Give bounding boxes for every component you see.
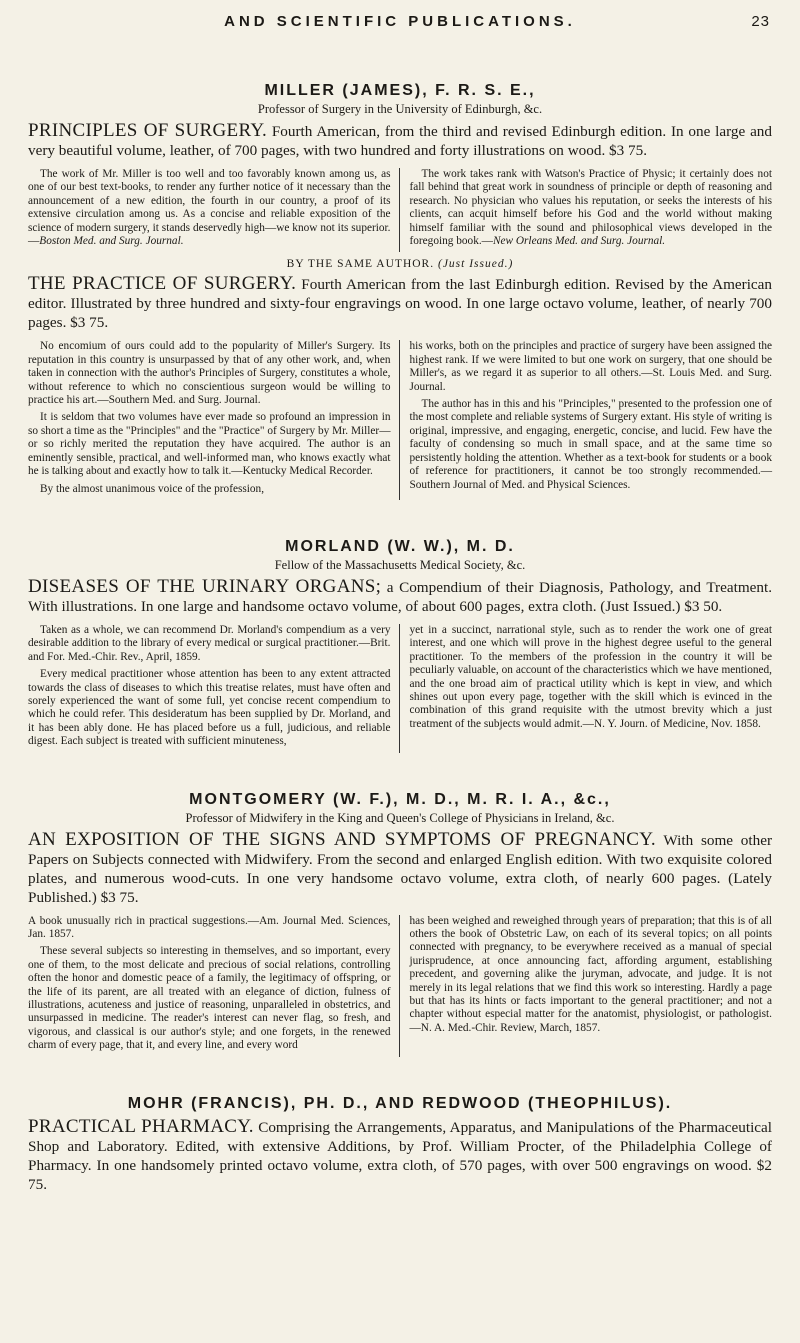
book-description: Fourth American, from the third and revised Edinburgh edition. In one large and very beautiful volume, leather, of 700 pages, with two hundred and forty illustrations on wood. $3 75.	[28, 123, 772, 159]
review-text: The work takes rank with Watson's Practice of Physic; it certainly does not fall behind that great work in soundness of principle or depth of reasoning and research. No physician who values his reputation, or seeks the interests of his clients, can acquit himself before his God and the world without making himself familiar with the sound and philosophical views developed in the foregoing book.—	[409, 168, 772, 248]
review-paragraph: yet in a succinct, narrational style, such as to render the work one of great interest, and one which will prove in the highest degree useful to the general practitioner. To the members of the profession in the country it will be peculiarly valuable, on account of the characteristics which we have mentioned, and the one broad aim of practical utility which is kept in view, and which shines out upon every page, together with the skill which is evinced in the combination of this grand requisite with the utmost brevity which a just treatment of the subjects would admit.—N. Y. Journ. of Medicine, Nov. 1858.	[409, 623, 772, 730]
review-column-left	[28, 624, 400, 753]
book-title: PRACTICAL PHARMACY.	[28, 1115, 254, 1137]
review-paragraph: his works, both on the principles and practice of surgery have been assigned the highest rank. If we were limited to but one work on surgery, that one should be Miller's, as we regard it as superior to all others.—St. Louis Med. and Surg. Journal.	[409, 340, 772, 393]
book-entry	[28, 121, 772, 160]
review-paragraph	[410, 168, 773, 248]
book-description: a Compendium of their Diagnosis, Pathology, and Treatment. With illustrations. In one large and handsome octavo volume, of about 600 pages, extra cloth. (Just Issued.) $3 50.	[28, 578, 772, 615]
review-paragraph: Taken as a whole, we can recommend Dr. Morland's compendium as a very desirable addition to the library of every medical or surgical practitioner.—Brit. and For. Med.-Chir. Rev., April, 1859.	[28, 623, 391, 663]
review-paragraph: Every medical practitioner whose attention has been to any extent attracted towards the class of diseases to which this treatise relates, must have often and sorely experienced the want of some full, yet concise recent compendium to which he could refer. This desideratum has been supplied by Dr. Morland, and it has been ably done. He has placed before us a full, judicious, and reliable digest. Each subject is treated with sufficient minuteness,	[28, 668, 391, 748]
author-affiliation: Fellow of the Massachusetts Medical Society, &c.	[274, 557, 526, 572]
book-entry	[28, 274, 772, 332]
review-paragraph: It is seldom that two volumes have ever made so profound an impression in so short a time as the "Principles" and the "Practice" of Surgery by Mr. Miller—or so richly merited the reputation they have acquired. The author is an eminently sensible, practical, and well-informed man, who knows exactly what he is talking about and exactly how to talk it.—Kentucky Medical Recorder.	[28, 411, 391, 478]
book-title: PRINCIPLES OF SURGERY.	[28, 120, 268, 141]
book-title: THE PRACTICE OF SURGERY.	[28, 273, 297, 295]
review-columns	[28, 168, 772, 252]
book-entry	[28, 1117, 772, 1194]
book-description: With some other Papers on Subjects connected with Midwifery. From the second and enlarged English edition. With two exquisite colored plates, and numerous wood-cuts. In one very handsome octavo volume, extra cloth, of nearly 600 pages. (Lately Published.) $3 75.	[28, 831, 773, 906]
review-paragraph: These several subjects so interesting in themselves, and so important, every one of them, to the most delicate and precious of social relations, controlling often the honor and domestic peace of a family, the legitimacy of offspring, or the life of its parent, are all treated with an elegance of diction, fulness of illustrations, acuteness and justice of reasoning, unparalleled in obstetrics, and unsurpassed in medicine. The reader's interest can never flag, so fresh, and vigorous, and classical is our author's style; and one forgets, in the renewed charm of every page, that it, and every line, and every word	[28, 945, 391, 1052]
review-column-left	[28, 340, 400, 499]
book-entry	[28, 577, 772, 616]
book-description: Fourth American from the last Edinburgh edition. Revised by the American editor. Illustrated by three hundred and sixty-four engravings on wood. In one large octavo volume, leather, of nearly 700 pages. $3 75.	[28, 276, 773, 332]
review-columns	[28, 915, 772, 1057]
running-head-title: AND SCIENTIFIC PUBLICATIONS.	[224, 13, 576, 30]
review-citation: Boston Med. and Surg. Journal.	[39, 235, 184, 248]
review-paragraph: The author has in this and his "Principles," presented to the profession one of the most complete and reliable systems of Surgery extant. His style of writing is original, impressive, and engaging, energetic, concise, and lucid. Few have the faculty of condensing so much in small space, and at the same time so persistently holding the attention. Whether as a text-book for students or a book of reference for practitioners, it cannot be too strongly recommended.—Southern Journal of Med. and Physical Sciences.	[409, 398, 772, 491]
book-title: DISEASES OF THE URINARY ORGANS;	[28, 575, 382, 597]
review-paragraph	[28, 168, 391, 248]
page-number: 23	[751, 13, 770, 30]
review-text: The work of Mr. Miller is too well and too favorably known among us, as one of our best text-books, to render any further notice of it necessary than the announcement of a new edition, the fourth in our country, a proof of its extensive circulation among us. As a concise and reliable exposition of the science of modern surgery, it stands deservedly high—we know not its superior.—	[28, 168, 391, 248]
review-paragraph: By the almost unanimous voice of the profession,	[40, 482, 265, 495]
author-heading: MORLAND (W. W.), M. D.	[285, 537, 515, 555]
review-column-right	[410, 624, 773, 753]
review-paragraph: has been weighed and reweighed through years of preparation; that this is of all others the book of Obstetric Law, on each of its several topics; on all points connected with pregnancy, to be everywhere received as a manual of special jurisprudence, at once announcing fact, affording argument, establishing precedent, and governing alike the juryman, advocate, and judge. It is not merely in its legal relations that we find this work so interesting. Hardly a page but that has its hints or facts important to the general practitioner; and not a chapter without especial matter for the anatomist, physiologist, or pathologist.—N. A. Med.-Chir. Review, March, 1857.	[409, 914, 772, 1034]
book-description: Comprising the Arrangements, Apparatus, and Manipulations of the Pharmaceutical Shop and Laboratory. Edited, with extensive Additions, by Prof. William Procter, of the Philadelphia College of Pharmacy. In one handsomely printed octavo volume, extra cloth, of 570 pages, with over 500 engravings on wood. $2 75.	[28, 1118, 772, 1193]
review-column-right	[410, 915, 773, 1057]
author-affiliation: Professor of Surgery in the University of Edinburgh, &c.	[257, 102, 543, 116]
author-heading: MONTGOMERY (W. F.), M. D., M. R. I. A., &c.,	[189, 790, 611, 808]
by-same-label: BY THE SAME AUTHOR.	[286, 258, 435, 271]
running-head	[28, 8, 772, 36]
review-citation: New Orleans Med. and Surg. Journal.	[492, 235, 666, 248]
review-columns	[28, 624, 772, 753]
review-columns	[28, 340, 772, 499]
review-column-left	[28, 915, 400, 1057]
review-column-left	[28, 168, 400, 252]
page	[28, 8, 772, 1194]
by-same-note: (Just Issued.)	[437, 258, 514, 271]
by-same-author	[28, 258, 772, 270]
review-paragraph: No encomium of ours could add to the popularity of Miller's Surgery. Its reputation in this country is unsurpassed by that of any other work, and, when taken in connection with the author's Principles of Surgery, constitutes a whole, without reference to which no conscientious surgeon would be willing to practice his art.—Southern Med. and Surg. Journal.	[28, 340, 391, 407]
book-title: AN EXPOSITION OF THE SIGNS AND SYMPTOMS OF PREGNANCY.	[28, 828, 656, 850]
author-heading: MOHR (FRANCIS), PH. D., AND REDWOOD (THEOPHILUS).	[127, 1094, 673, 1112]
review-paragraph: A book unusually rich in practical suggestions.—Am. Journal Med. Sciences, Jan. 1857.	[28, 914, 391, 940]
review-column-right	[410, 340, 773, 499]
author-affiliation: Professor of Midwifery in the King and Queen's College of Physicians in Ireland, &c.	[185, 810, 615, 825]
author-heading: MILLER (JAMES), F. R. S. E.,	[264, 82, 536, 99]
review-column-right	[410, 168, 773, 252]
book-entry	[28, 830, 772, 907]
